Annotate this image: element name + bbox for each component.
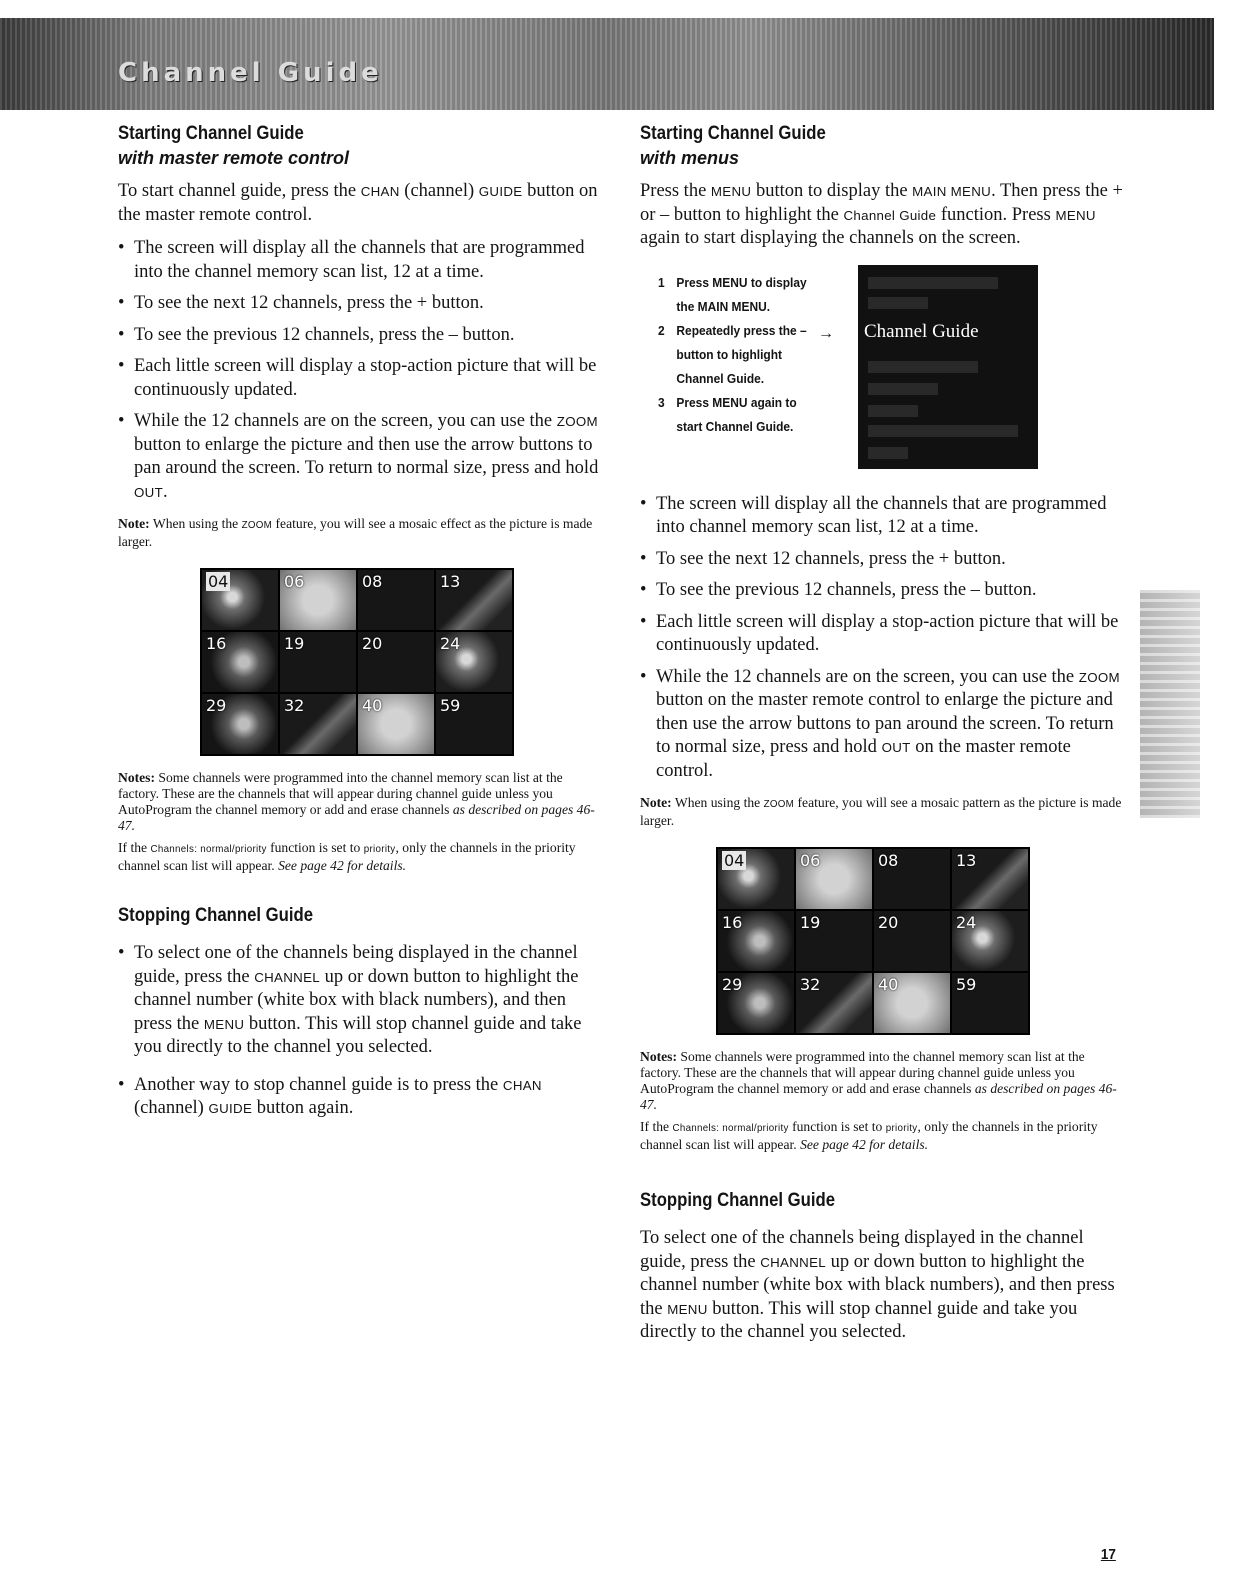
list-item: • To see the previous 12 channels, press the – button. <box>118 324 602 348</box>
list-item: • The screen will display all the channels that are programmed into the channel memory scan list, 12 at a time. <box>118 237 602 284</box>
channel-tile: 06 <box>280 570 356 630</box>
arrow-right-icon: → <box>818 324 834 342</box>
zoom-note: Note: When using the ZOOM feature, you will see a mosaic effect as the picture is made larger. <box>118 516 593 549</box>
left-column <box>118 122 602 1129</box>
factory-notes: Notes: Some channels were programmed into the channel memory scan list at the factory. These are the channels that will appear during channel guide unless you AutoProgram the channel memory or add and erase channels as described on pages 46-47. <box>640 1049 1117 1112</box>
list-item: • To see the next 12 channels, press the + button. <box>640 548 1126 572</box>
page-title: Channel Guide <box>118 58 383 88</box>
instruction-list <box>118 237 602 504</box>
list-item: • While the 12 channels are on the screen, you can use the ZOOM button to enlarge the picture and then use the arrow buttons to pan around the screen. To return to normal size, press and hold OUT. <box>118 410 602 504</box>
channel-tile: 04 <box>718 849 794 909</box>
page-number: 17 <box>1100 1546 1116 1563</box>
stop-paragraph: To select one of the channels being displayed in the channel guide, press the CHANNEL up or down button to highlight the channel number (white box with black numbers), and then press the MENU button. This will stop channel guide and take you directly to the channel you selected. <box>640 1228 1115 1342</box>
channel-tile: 59 <box>436 694 512 754</box>
factory-notes: Notes: Some channels were programmed into the channel memory scan list at the factory. These are the channels that will appear during channel guide unless you AutoProgram the channel memory or add and erase channels as described on pages 46-47. <box>118 770 595 833</box>
channel-tile: 59 <box>952 973 1028 1033</box>
menu-steps-figure <box>640 265 1126 477</box>
list-item: • To see the next 12 channels, press the + button. <box>118 292 602 316</box>
channel-mosaic <box>200 568 514 756</box>
main-menu-screen <box>858 265 1038 469</box>
step-item: 1 Press MENU to display the MAIN MENU. <box>658 274 807 314</box>
channel-tile: 32 <box>796 973 872 1033</box>
section-subheading-menus: with menus <box>640 148 740 168</box>
channel-tile: 40 <box>358 694 434 754</box>
channel-tile: 08 <box>874 849 950 909</box>
priority-note: If the Channels: normal/priority function is set to priority, only the channels in the priority channel scan list will appear. See page 42 for details. <box>118 840 576 873</box>
channel-tile: 19 <box>280 632 356 692</box>
chapter-tab-edge <box>1140 590 1200 818</box>
channel-tile: 20 <box>874 911 950 971</box>
section-heading-stop-left: Stopping Channel Guide <box>118 905 314 926</box>
menu-highlight-item: Channel Guide <box>864 320 979 342</box>
channel-tile: 40 <box>874 973 950 1033</box>
channel-tile: 29 <box>202 694 278 754</box>
list-item: • The screen will display all the channels that are programmed into channel memory scan list, 12 at a time. <box>640 493 1126 540</box>
channel-tile: 04 <box>202 570 278 630</box>
list-item: • To see the previous 12 channels, press the – button. <box>640 579 1126 603</box>
priority-note: If the Channels: normal/priority function is set to priority, only the channels in the priority channel scan list will appear. See page 42 for details. <box>640 1119 1098 1152</box>
channel-mosaic <box>716 847 1030 1035</box>
channel-tile: 16 <box>202 632 278 692</box>
step-item: 2 Repeatedly press the – button to highlight Channel Guide. <box>658 322 807 386</box>
header-banner <box>0 18 1214 110</box>
section-heading-start-remote: Starting Channel Guide <box>118 123 304 144</box>
stop-list <box>118 942 602 1121</box>
step-item: 3 Press MENU again to start Channel Guide. <box>658 394 797 434</box>
channel-tile: 24 <box>436 632 512 692</box>
zoom-note: Note: When using the ZOOM feature, you will see a mosaic pattern as the picture is made larger. <box>640 795 1122 828</box>
channel-tile: 29 <box>718 973 794 1033</box>
channel-tile: 13 <box>436 570 512 630</box>
list-item: • Each little screen will display a stop-action picture that will be continuously updated. <box>118 355 602 402</box>
right-column <box>640 122 1126 1355</box>
channel-tile: 19 <box>796 911 872 971</box>
intro-paragraph: Press the MENU button to display the MAIN MENU. Then press the + or – button to highlight the Channel Guide function. Press MENU again to start displaying the channels on the screen. <box>640 181 1123 248</box>
channel-tile: 16 <box>718 911 794 971</box>
channel-tile: 32 <box>280 694 356 754</box>
intro-paragraph: To start channel guide, press the CHAN (channel) GUIDE button on the master remote control. <box>118 181 598 225</box>
channel-tile: 13 <box>952 849 1028 909</box>
section-subheading-remote: with master remote control <box>118 148 350 168</box>
steps-list <box>658 271 838 439</box>
list-item: • To select one of the channels being displayed in the channel guide, press the CHANNEL up or down button to highlight the channel number (white box with black numbers), and then press the MENU button. This will stop channel guide and take you directly to the channel you selected. <box>118 942 602 1060</box>
channel-tile: 24 <box>952 911 1028 971</box>
channel-tile: 06 <box>796 849 872 909</box>
section-heading-start-menus: Starting Channel Guide <box>640 123 826 144</box>
list-item: • Another way to stop channel guide is to press the CHAN (channel) GUIDE button again. <box>118 1074 602 1121</box>
list-item: • While the 12 channels are on the screen, you can use the ZOOM button on the master remote control to enlarge the picture and then use the arrow buttons to pan around the screen. To return to normal size, press and hold OUT on the master remote control. <box>640 666 1126 784</box>
channel-tile: 20 <box>358 632 434 692</box>
instruction-list <box>640 493 1126 784</box>
list-item: • Each little screen will display a stop-action picture that will be continuously updated. <box>640 611 1126 658</box>
section-heading-stop-right: Stopping Channel Guide <box>640 1190 836 1211</box>
channel-tile: 08 <box>358 570 434 630</box>
